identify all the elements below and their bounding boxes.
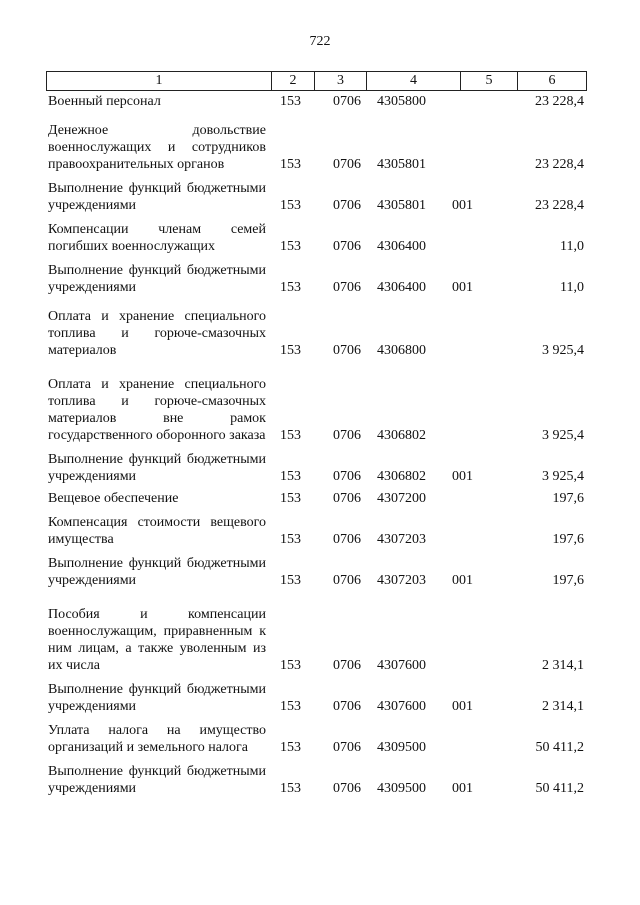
row-col-6: 23 228,4 — [535, 198, 584, 213]
table-row — [48, 555, 584, 589]
row-col-2: 153 — [280, 491, 301, 506]
table-row — [48, 122, 584, 173]
row-col-3: 0706 — [333, 573, 361, 588]
row-name: Военный персонал — [48, 94, 161, 109]
row-col-4: 4306400 — [377, 239, 426, 254]
row-col-6: 3 925,4 — [542, 469, 584, 484]
row-col-2: 153 — [280, 198, 301, 213]
row-name: Уплата налога на имущество организаций и земельного налога — [48, 723, 266, 755]
row-col-4: 4307203 — [377, 532, 426, 547]
row-col-6: 197,6 — [552, 573, 584, 588]
row-col-6: 197,6 — [552, 491, 584, 506]
table-header — [46, 71, 587, 91]
row-col-3: 0706 — [333, 198, 361, 213]
row-col-6: 3 925,4 — [542, 343, 584, 358]
row-col-6: 2 314,1 — [542, 699, 584, 714]
header-col-6: 6 — [548, 73, 556, 88]
row-col-4: 4309500 — [377, 740, 426, 755]
row-col-6: 2 314,1 — [542, 658, 584, 673]
row-col-3: 0706 — [333, 740, 361, 755]
row-col-2: 153 — [280, 781, 301, 796]
row-name: Выполнение функций бюджетными учреждениями — [48, 452, 266, 484]
row-col-4: 4306800 — [377, 343, 426, 358]
row-col-6: 50 411,2 — [535, 740, 584, 755]
table-row — [48, 376, 584, 444]
row-col-4: 4307203 — [377, 573, 426, 588]
table-row — [48, 308, 584, 359]
header-col-1: 1 — [47, 72, 272, 90]
row-col-6: 50 411,2 — [535, 781, 584, 796]
row-col-2: 153 — [280, 280, 301, 295]
row-col-3: 0706 — [333, 532, 361, 547]
row-col-3: 0706 — [333, 781, 361, 796]
row-col-6: 23 228,4 — [535, 157, 584, 172]
row-col-3: 0706 — [333, 280, 361, 295]
row-col-5: 001 — [452, 280, 473, 295]
row-name: Вещевое обеспечение — [48, 491, 179, 506]
row-col-4: 4306802 — [377, 469, 426, 484]
row-col-4: 4305801 — [377, 157, 426, 172]
row-col-6: 197,6 — [552, 532, 584, 547]
row-name: Компенсации членам семей погибших военнослужащих — [48, 222, 266, 254]
row-col-3: 0706 — [333, 658, 361, 673]
row-col-5: 001 — [452, 781, 473, 796]
row-col-6: 11,0 — [560, 239, 584, 254]
header-col-2: 2 — [272, 72, 315, 90]
row-col-2: 153 — [280, 94, 301, 109]
header-col-3: 3 — [315, 72, 367, 90]
row-name: Денежное довольствие военнослужащих и сотрудников правоохранительных органов — [48, 123, 266, 172]
row-col-3: 0706 — [333, 428, 361, 443]
table-row — [48, 722, 584, 756]
row-col-3: 0706 — [333, 343, 361, 358]
row-col-2: 153 — [280, 428, 301, 443]
row-col-4: 4306802 — [377, 428, 426, 443]
table-row — [48, 180, 584, 214]
row-col-2: 153 — [280, 573, 301, 588]
row-col-4: 4305801 — [377, 198, 426, 213]
table-row — [48, 490, 584, 507]
table-row — [48, 262, 584, 296]
page-number: 722 — [309, 34, 331, 49]
row-col-2: 153 — [280, 532, 301, 547]
row-col-2: 153 — [280, 699, 301, 714]
row-col-6: 11,0 — [560, 280, 584, 295]
table-row — [48, 93, 584, 110]
row-col-2: 153 — [280, 740, 301, 755]
header-col-4: 4 — [367, 72, 461, 90]
row-col-2: 153 — [280, 469, 301, 484]
row-name: Пособия и компенсации военнослужащим, приравненным к ним лицам, а также уволенным из их числа — [48, 607, 266, 673]
row-col-3: 0706 — [333, 157, 361, 172]
row-name: Выполнение функций бюджетными учреждениями — [48, 181, 266, 213]
row-col-3: 0706 — [333, 491, 361, 506]
table-row — [48, 451, 584, 485]
row-col-4: 4307600 — [377, 658, 426, 673]
row-col-2: 153 — [280, 658, 301, 673]
row-col-5: 001 — [452, 198, 473, 213]
row-col-3: 0706 — [333, 469, 361, 484]
table-row — [48, 681, 584, 715]
header-col-5: 5 — [461, 72, 518, 90]
row-col-4: 4306400 — [377, 280, 426, 295]
row-col-4: 4305800 — [377, 94, 426, 109]
row-name: Оплата и хранение специального топлива и горюче-смазочных материалов вне рамок государственного оборонного заказа — [48, 377, 266, 443]
row-col-5: 001 — [452, 699, 473, 714]
table-row — [48, 763, 584, 797]
row-col-2: 153 — [280, 157, 301, 172]
row-name: Выполнение функций бюджетными учреждениями — [48, 682, 266, 714]
row-name: Компенсация стоимости вещевого имущества — [48, 515, 266, 547]
table-row — [48, 514, 584, 548]
row-col-4: 4307200 — [377, 491, 426, 506]
row-col-3: 0706 — [333, 239, 361, 254]
row-name: Выполнение функций бюджетными учреждениями — [48, 764, 266, 796]
row-col-6: 3 925,4 — [542, 428, 584, 443]
row-col-2: 153 — [280, 343, 301, 358]
table-row — [48, 606, 584, 674]
row-col-5: 001 — [452, 573, 473, 588]
row-col-3: 0706 — [333, 94, 361, 109]
row-col-2: 153 — [280, 239, 301, 254]
row-col-5: 001 — [452, 469, 473, 484]
table-body — [48, 93, 584, 797]
row-name: Выполнение функций бюджетными учреждениями — [48, 556, 266, 588]
table-row — [48, 221, 584, 255]
row-name: Оплата и хранение специального топлива и горюче-смазочных материалов — [48, 309, 266, 358]
row-col-4: 4309500 — [377, 781, 426, 796]
row-name: Выполнение функций бюджетными учреждениями — [48, 263, 266, 295]
row-col-3: 0706 — [333, 699, 361, 714]
row-col-4: 4307600 — [377, 699, 426, 714]
row-col-6: 23 228,4 — [535, 94, 584, 109]
